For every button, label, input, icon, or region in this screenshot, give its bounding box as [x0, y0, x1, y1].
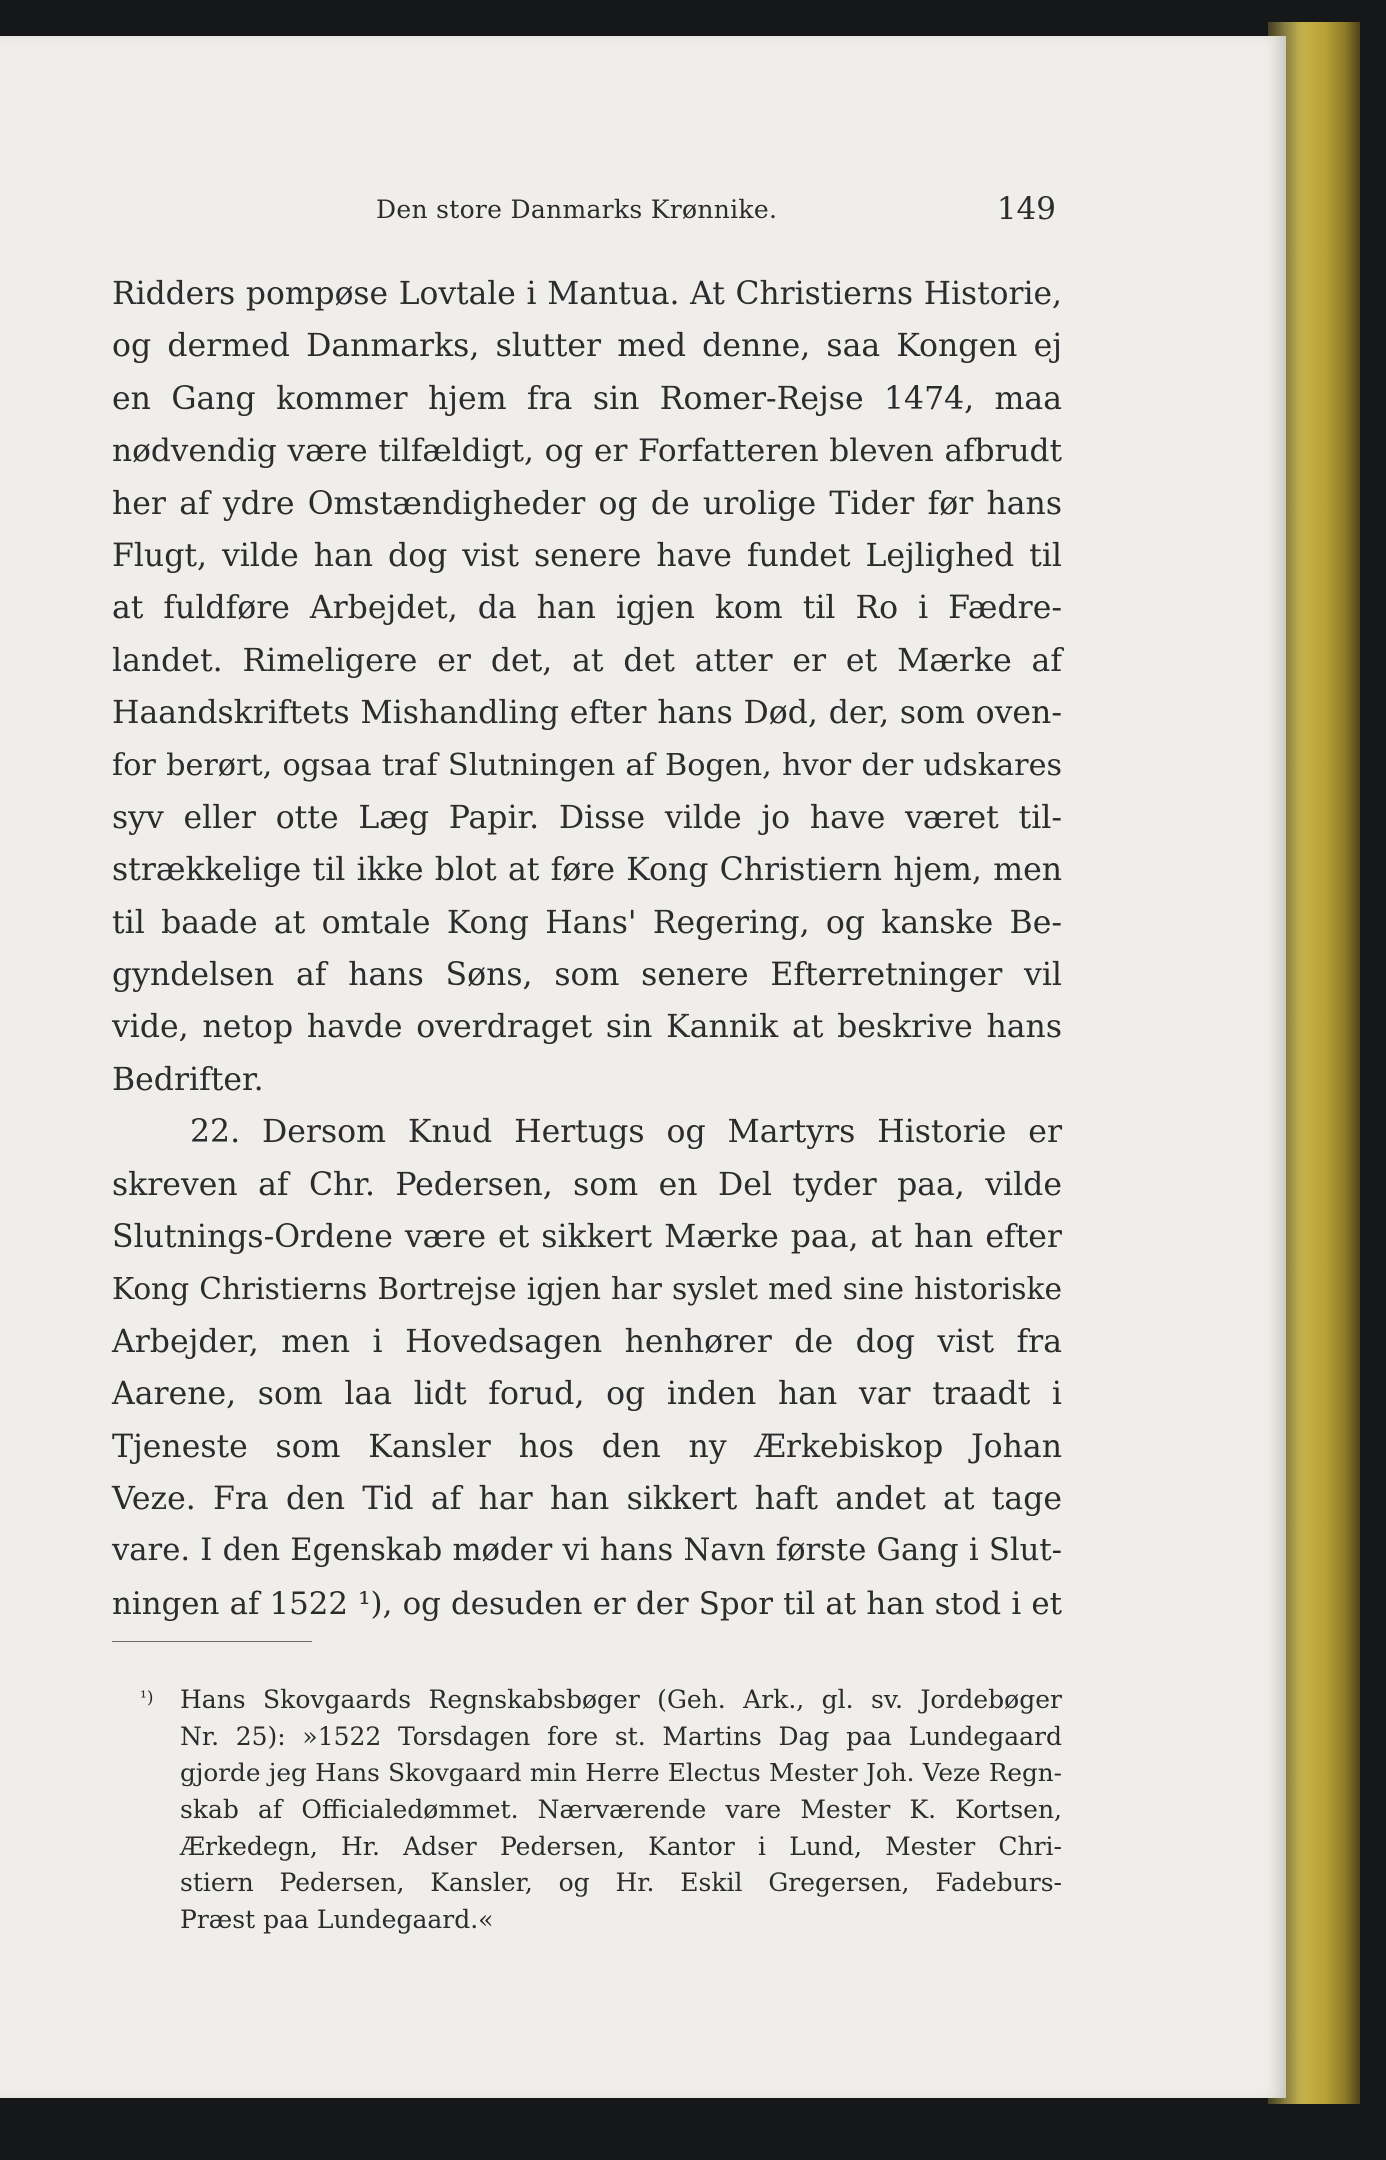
text-line: vare. I den Egenskab møder vi hans Navn første Gang i Slut- — [112, 1533, 1062, 1569]
paragraph-end-line: Bedrifter. — [112, 1061, 264, 1098]
text-line: Aarene, som laa lidt forud, og inden han var traadt i — [112, 1376, 1062, 1413]
text-line: skreven af Chr. Pedersen, som en Del tyder paa, vilde — [112, 1166, 1062, 1203]
page-sheet — [0, 36, 1286, 2098]
text-line: Slutnings-Ordene være et sikkert Mærke paa, at han efter — [112, 1219, 1062, 1256]
footnote-line: Hans Skovgaards Regnskabsbøger (Geh. Ark., gl. sv. Jordebøger — [180, 1685, 1062, 1714]
footnote-body — [180, 1682, 1062, 1939]
page-number: 149 — [996, 191, 1056, 227]
text-line: Arbejder, men i Hovedsagen henhører de dog vist fra — [112, 1323, 1062, 1360]
section-22-start-line: 22. Dersom Knud Hertugs og Martyrs Historie er — [190, 1114, 1062, 1151]
text-line: Flugt, vilde han dog vist senere have fundet Lejlighed til — [112, 537, 1062, 574]
footnote-line: gjorde jeg Hans Skovgaard min Herre Electus Mester Joh. Veze Regn- — [180, 1758, 1062, 1788]
text-line: syv eller otte Læg Papir. Disse vilde jo have været til- — [112, 799, 1062, 836]
text-line: Tjeneste som Kansler hos den ny Ærkebiskop Johan — [112, 1428, 1062, 1465]
text-line: for berørt, ogsaa traf Slutningen af Bogen, hvor der udskares — [112, 747, 1062, 783]
footnote-marker: ¹) — [140, 1688, 154, 1708]
text-line: at fuldføre Arbejdet, da han igjen kom til Ro i Fædre- — [112, 590, 1062, 627]
text-line: her af ydre Omstændigheder og de urolige Tider før hans — [112, 485, 1062, 522]
text-line: og dermed Danmarks, slutter med denne, saa Kongen ej — [112, 328, 1062, 365]
text-line: strækkelige til ikke blot at føre Kong Christiern hjem, men — [112, 852, 1062, 889]
text-line: en Gang kommer hjem fra sin Romer-Rejse 1474, maa — [112, 380, 1062, 417]
text-line: Ridders pompøse Lovtale i Mantua. At Christierns Historie, — [112, 276, 1062, 312]
footnote-line: stiern Pedersen, Kansler, og Hr. Eskil Gregersen, Fadeburs- — [180, 1868, 1062, 1898]
text-line: Kong Christierns Bortrejse igjen har syslet med sine historiske — [112, 1271, 1062, 1307]
text-line: Veze. Fra den Tid af har han sikkert haft andet at tage — [112, 1480, 1062, 1517]
text-line: vide, netop havde overdraget sin Kannik at beskrive hans — [112, 1009, 1062, 1046]
text-line: til baade at omtale Kong Hans' Regering, og kanske Be- — [112, 904, 1062, 941]
text-line: landet. Rimeligere er det, at det atter er et Mærke af — [112, 642, 1062, 679]
footnote-line: Nr. 25): »1522 Torsdagen fore st. Martins Dag paa Lundegaard — [180, 1721, 1062, 1751]
page-header — [112, 191, 1062, 235]
text-line: Haandskriftets Mishandling efter hans Død, der, som oven- — [112, 695, 1062, 732]
text-line: ningen af 1522 ¹), og desuden er der Spor til at han stod i et — [112, 1585, 1062, 1622]
text-line: gyndelsen af hans Søns, som senere Efterretninger vil — [112, 957, 1062, 994]
footnote-line: Præst paa Lundegaard.« — [180, 1905, 494, 1935]
footnote-line: Ærkedegn, Hr. Adser Pedersen, Kantor i Lund, Mester Chri- — [180, 1831, 1062, 1861]
running-head: Den store Danmarks Krønnike. — [376, 195, 778, 224]
text-line: nødvendig være tilfældigt, og er Forfatteren bleven afbrudt — [112, 433, 1062, 470]
footnote-rule — [112, 1641, 312, 1642]
body-text — [112, 268, 1062, 1630]
footnote-line: skab af Officialedømmet. Nærværende vare Mester K. Kortsen, — [180, 1795, 1062, 1825]
